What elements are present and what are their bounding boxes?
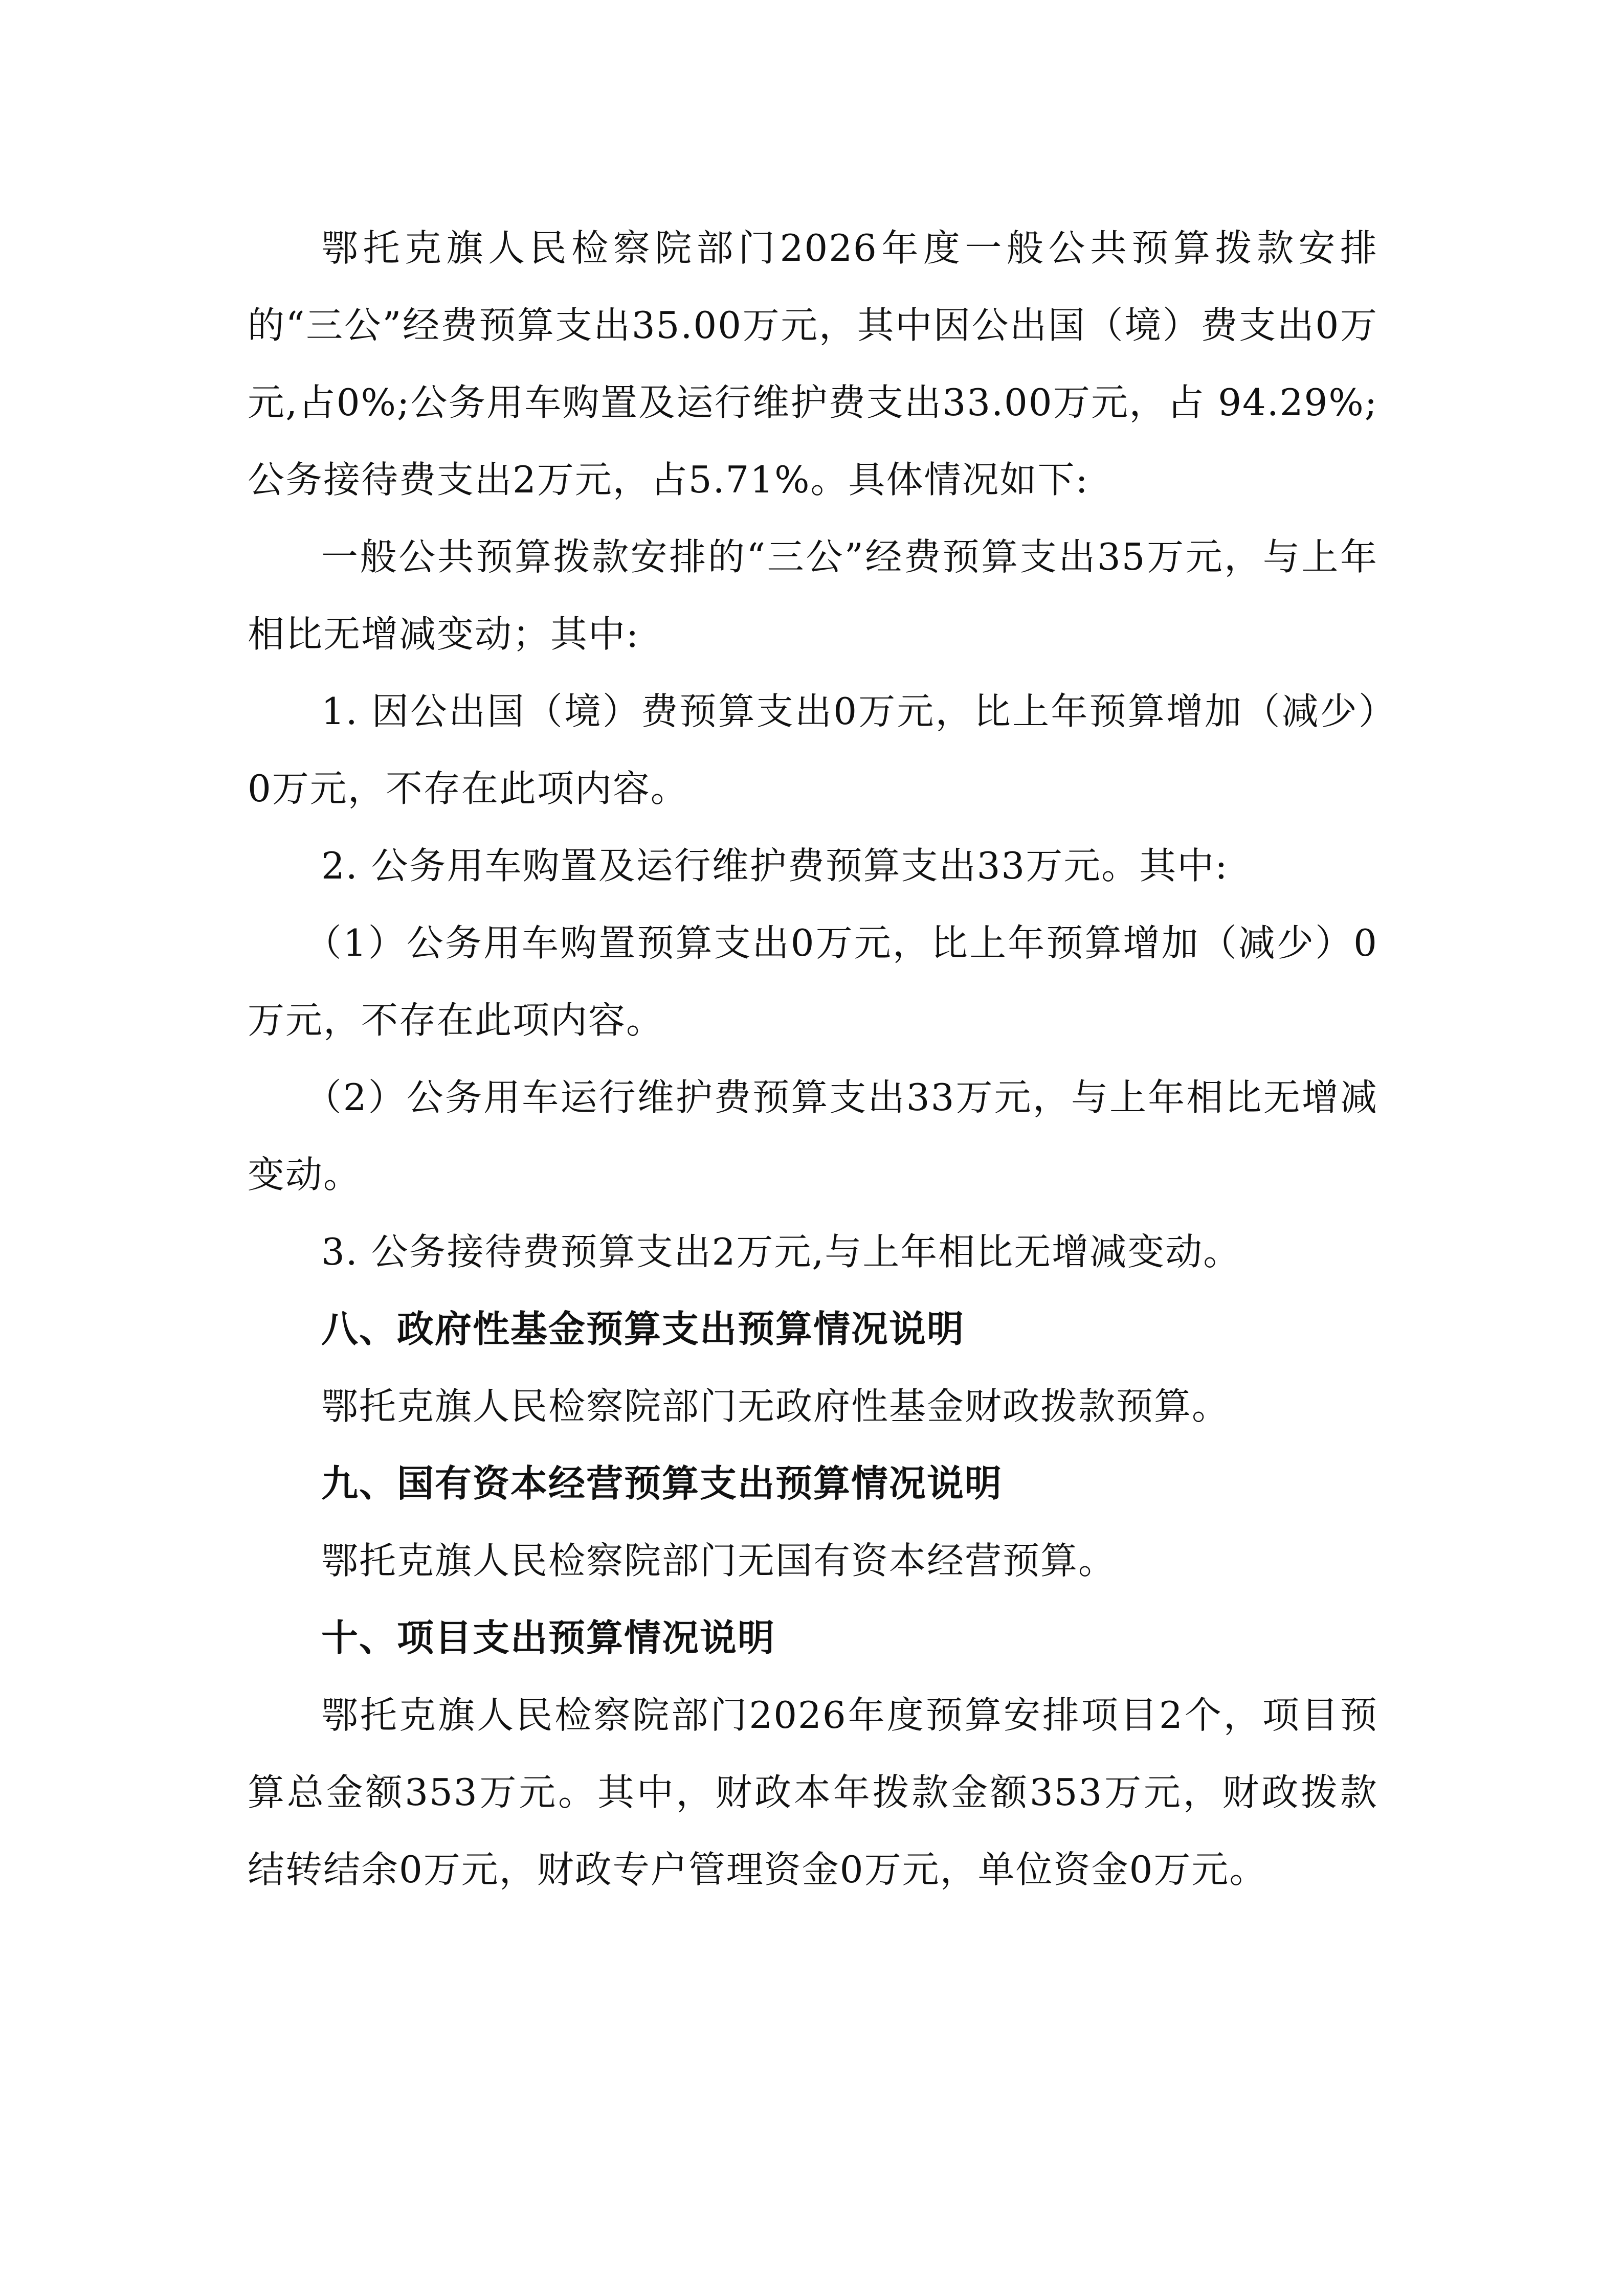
paragraph-item-3-reception: 3. 公务接待费预算支出2万元,与上年相比无增减变动。 bbox=[321, 1230, 1241, 1273]
paragraph-sangong-summary: 鄂托克旗人民检察院部门2026年度一般公共预算拨款安排的“三公”经费预算支出35.00万元，其中因公出国（境）费支出0万元,占0%;公务用车购置及运行维护费支出33.00万元，占 94.29%; 公务接待费支出2万元，占5.71%。具体情况如下: bbox=[248, 227, 1378, 501]
section-heading-10: 十、项目支出预算情况说明 bbox=[321, 1616, 776, 1659]
paragraph-project-expenditure: 鄂托克旗人民检察院部门2026年度预算安排项目2个，项目预算总金额353万元。其中，财政本年拨款金额353万元，财政拨款结转结余0万元，财政专户管理资金0万元，单位资金0万元。 bbox=[248, 1694, 1378, 1891]
paragraph-state-capital: 鄂托克旗人民检察院部门无国有资本经营预算。 bbox=[321, 1539, 1117, 1582]
section-heading-8: 八、政府性基金预算支出预算情况说明 bbox=[321, 1308, 965, 1350]
paragraph-gov-fund: 鄂托克旗人民检察院部门无政府性基金财政拨款预算。 bbox=[321, 1385, 1230, 1428]
paragraph-item-2-vehicles: 2. 公务用车购置及运行维护费预算支出33万元。其中: bbox=[321, 844, 1229, 887]
paragraph-subitem-1-vehicle-purchase: （1）公务用车购置预算支出0万元，比上年预算增加（减少）0万元，不存在此项内容。 bbox=[248, 921, 1378, 1042]
paragraph-subitem-2-vehicle-maintenance: （2）公务用车运行维护费预算支出33万元，与上年相比无增减变动。 bbox=[248, 1076, 1378, 1196]
section-heading-9: 九、国有资本经营预算支出预算情况说明 bbox=[321, 1462, 1003, 1505]
paragraph-sangong-comparison: 一般公共预算拨款安排的“三公”经费预算支出35万元，与上年相比无增减变动；其中: bbox=[248, 535, 1378, 656]
document-body bbox=[248, 210, 1378, 1908]
paragraph-item-1-overseas: 1. 因公出国（境）费预算支出0万元，比上年预算增加（减少）0万元，不存在此项内容。 bbox=[248, 690, 1378, 810]
